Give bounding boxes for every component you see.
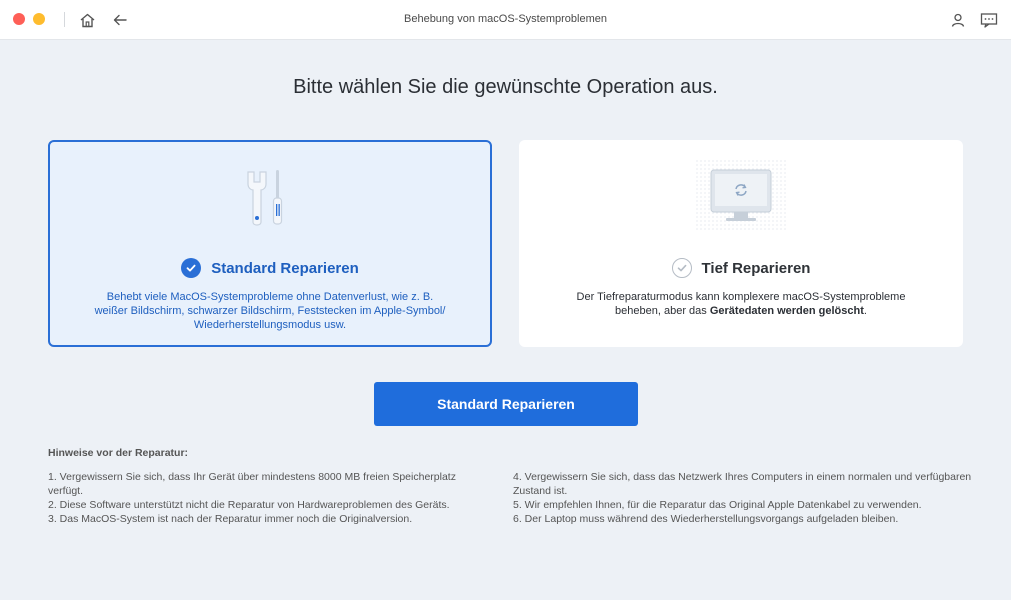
user-icon bbox=[950, 12, 966, 28]
note-item: 3. Das MacOS-System ist nach der Reparatur immer noch die Originalversion. bbox=[48, 513, 413, 525]
standard-repair-label: Standard Reparieren bbox=[211, 259, 359, 277]
deep-repair-description-text: Der Tiefreparaturmodus kann komplexere macOS-Systemprobleme beheben, aber das bbox=[576, 291, 906, 317]
note-item: 5. Wir empfehlen Ihnen, für die Reparatur das Original Apple Datenkabel zu verwenden. bbox=[513, 499, 922, 511]
deep-repair-description-end: . bbox=[863, 305, 867, 317]
window-title: Behebung von macOS-Systemproblemen bbox=[404, 13, 607, 25]
note-item: 4. Vergewissern Sie sich, dass das Netzwerk Ihres Computers in einem normalen und verfügbaren Zustand ist. bbox=[513, 471, 972, 497]
standard-repair-button[interactable]: Standard Reparieren bbox=[374, 382, 638, 426]
notes-left-column bbox=[48, 470, 468, 526]
checkmark-selected-icon bbox=[181, 258, 201, 278]
checkmark-unselected-icon bbox=[672, 258, 692, 278]
standard-repair-title bbox=[50, 258, 490, 278]
deep-repair-description bbox=[559, 290, 923, 318]
standard-repair-card[interactable] bbox=[48, 140, 492, 347]
chat-icon bbox=[980, 12, 998, 28]
monitor-refresh-icon bbox=[696, 160, 786, 232]
deep-repair-title bbox=[519, 258, 963, 278]
note-item: 2. Diese Software unterstützt nicht die Reparatur von Hardwareproblemen des Geräts. bbox=[48, 499, 450, 511]
page-heading: Bitte wählen Sie die gewünschte Operation aus. bbox=[293, 76, 718, 98]
standard-repair-description: Behebt viele MacOS-Systemprobleme ohne Datenverlust, wie z. B. weißer Bildschirm, schwarzer Bildschirm, Feststecken im Apple-Symbol/ Wiederherstellungsmodus usw. bbox=[94, 291, 446, 331]
repair-tools-icon bbox=[240, 168, 300, 230]
deep-repair-warning: Gerätedaten werden gelöscht bbox=[709, 305, 864, 317]
notes-right-column bbox=[513, 470, 973, 526]
title-bar bbox=[0, 0, 1011, 40]
deep-repair-card[interactable] bbox=[519, 140, 963, 347]
deep-repair-label: Tief Reparieren bbox=[701, 259, 811, 277]
note-item: 6. Der Laptop muss während des Wiederherstellungsvorgangs aufgeladen bleiben. bbox=[513, 513, 899, 525]
notes-title: Hinweise vor der Reparatur: bbox=[48, 447, 189, 459]
note-item: 1. Vergewissern Sie sich, dass Ihr Gerät über mindestens 8000 MB freien Speicherplatz verfügt. bbox=[48, 471, 456, 497]
feedback-button[interactable] bbox=[979, 10, 999, 30]
account-button[interactable] bbox=[948, 10, 968, 30]
